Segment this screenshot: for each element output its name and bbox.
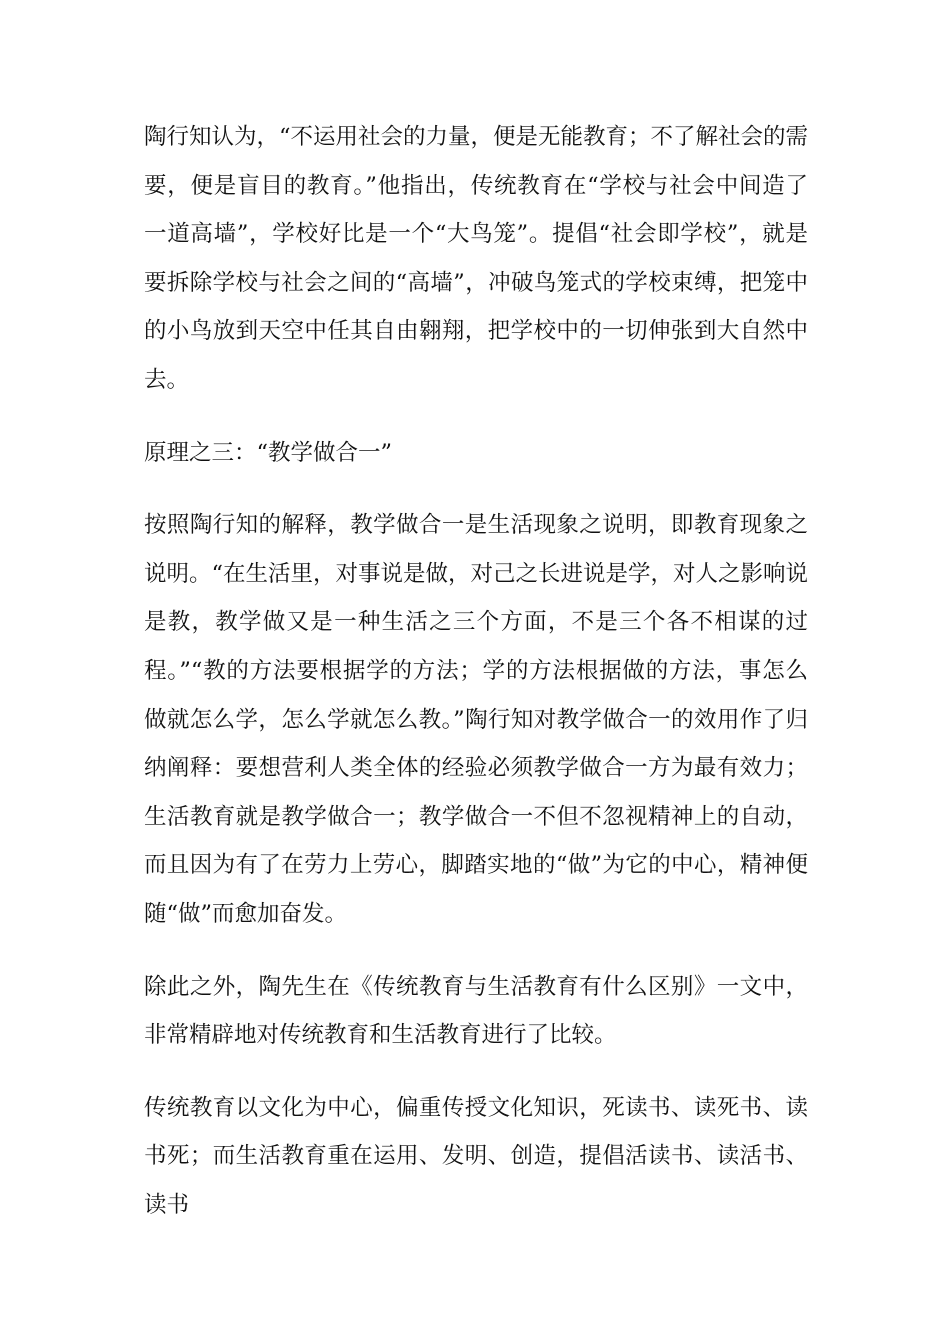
document-body (144, 113, 808, 1253)
paragraph-traditional-vs-life-education: 传统教育以文化为中心，偏重传授文化知识，死读书、读死书、读书死；而生活教育重在运用、发明、创造，提倡活读书、读活书、读书 (144, 1094, 808, 1218)
paragraph-society-as-school: 陶行知认为，“不运用社会的力量，便是无能教育；不了解社会的需要，便是盲目的教育。”他指出，传统教育在“学校与社会中间造了一道高墙”，学校好比是一个“大鸟笼”。提倡“社会即学校”，就是要拆除学校与社会之间的“高墙”，冲破鸟笼式的学校束缚，把笼中的小鸟放到天空中任其自由翱翔，把学校中的一切伸张到大自然中去。 (144, 124, 809, 393)
section-heading-principle-three: 原理之三：“教学做合一” (144, 439, 393, 466)
paragraph-teaching-learning-doing: 按照陶行知的解释，教学做合一是生活现象之说明，即教育现象之说明。“在生活里，对事说是做，对己之长进说是学，对人之影响说是教，教学做又是一种生活之三个方面，不是三个各不相谋的过程。”“教的方法要根据学的方法；学的方法根据做的方法，事怎么做就怎么学，怎么学就怎么教。”陶行知对教学做合一的效用作了归纳阐释：要想营利人类全体的经验必须教学做合一方为最有效力；生活教育就是教学做合一；教学做合一不但不忽视精神上的自动，而且因为有了在劳力上劳心，脚踏实地的“做”为它的中心，精神便随“做”而愈加奋发。 (144, 512, 809, 927)
paragraph-comparison-intro: 除此之外，陶先生在《传统教育与生活教育有什么区别》一文中，非常精辟地对传统教育和生活教育进行了比较。 (144, 973, 808, 1049)
